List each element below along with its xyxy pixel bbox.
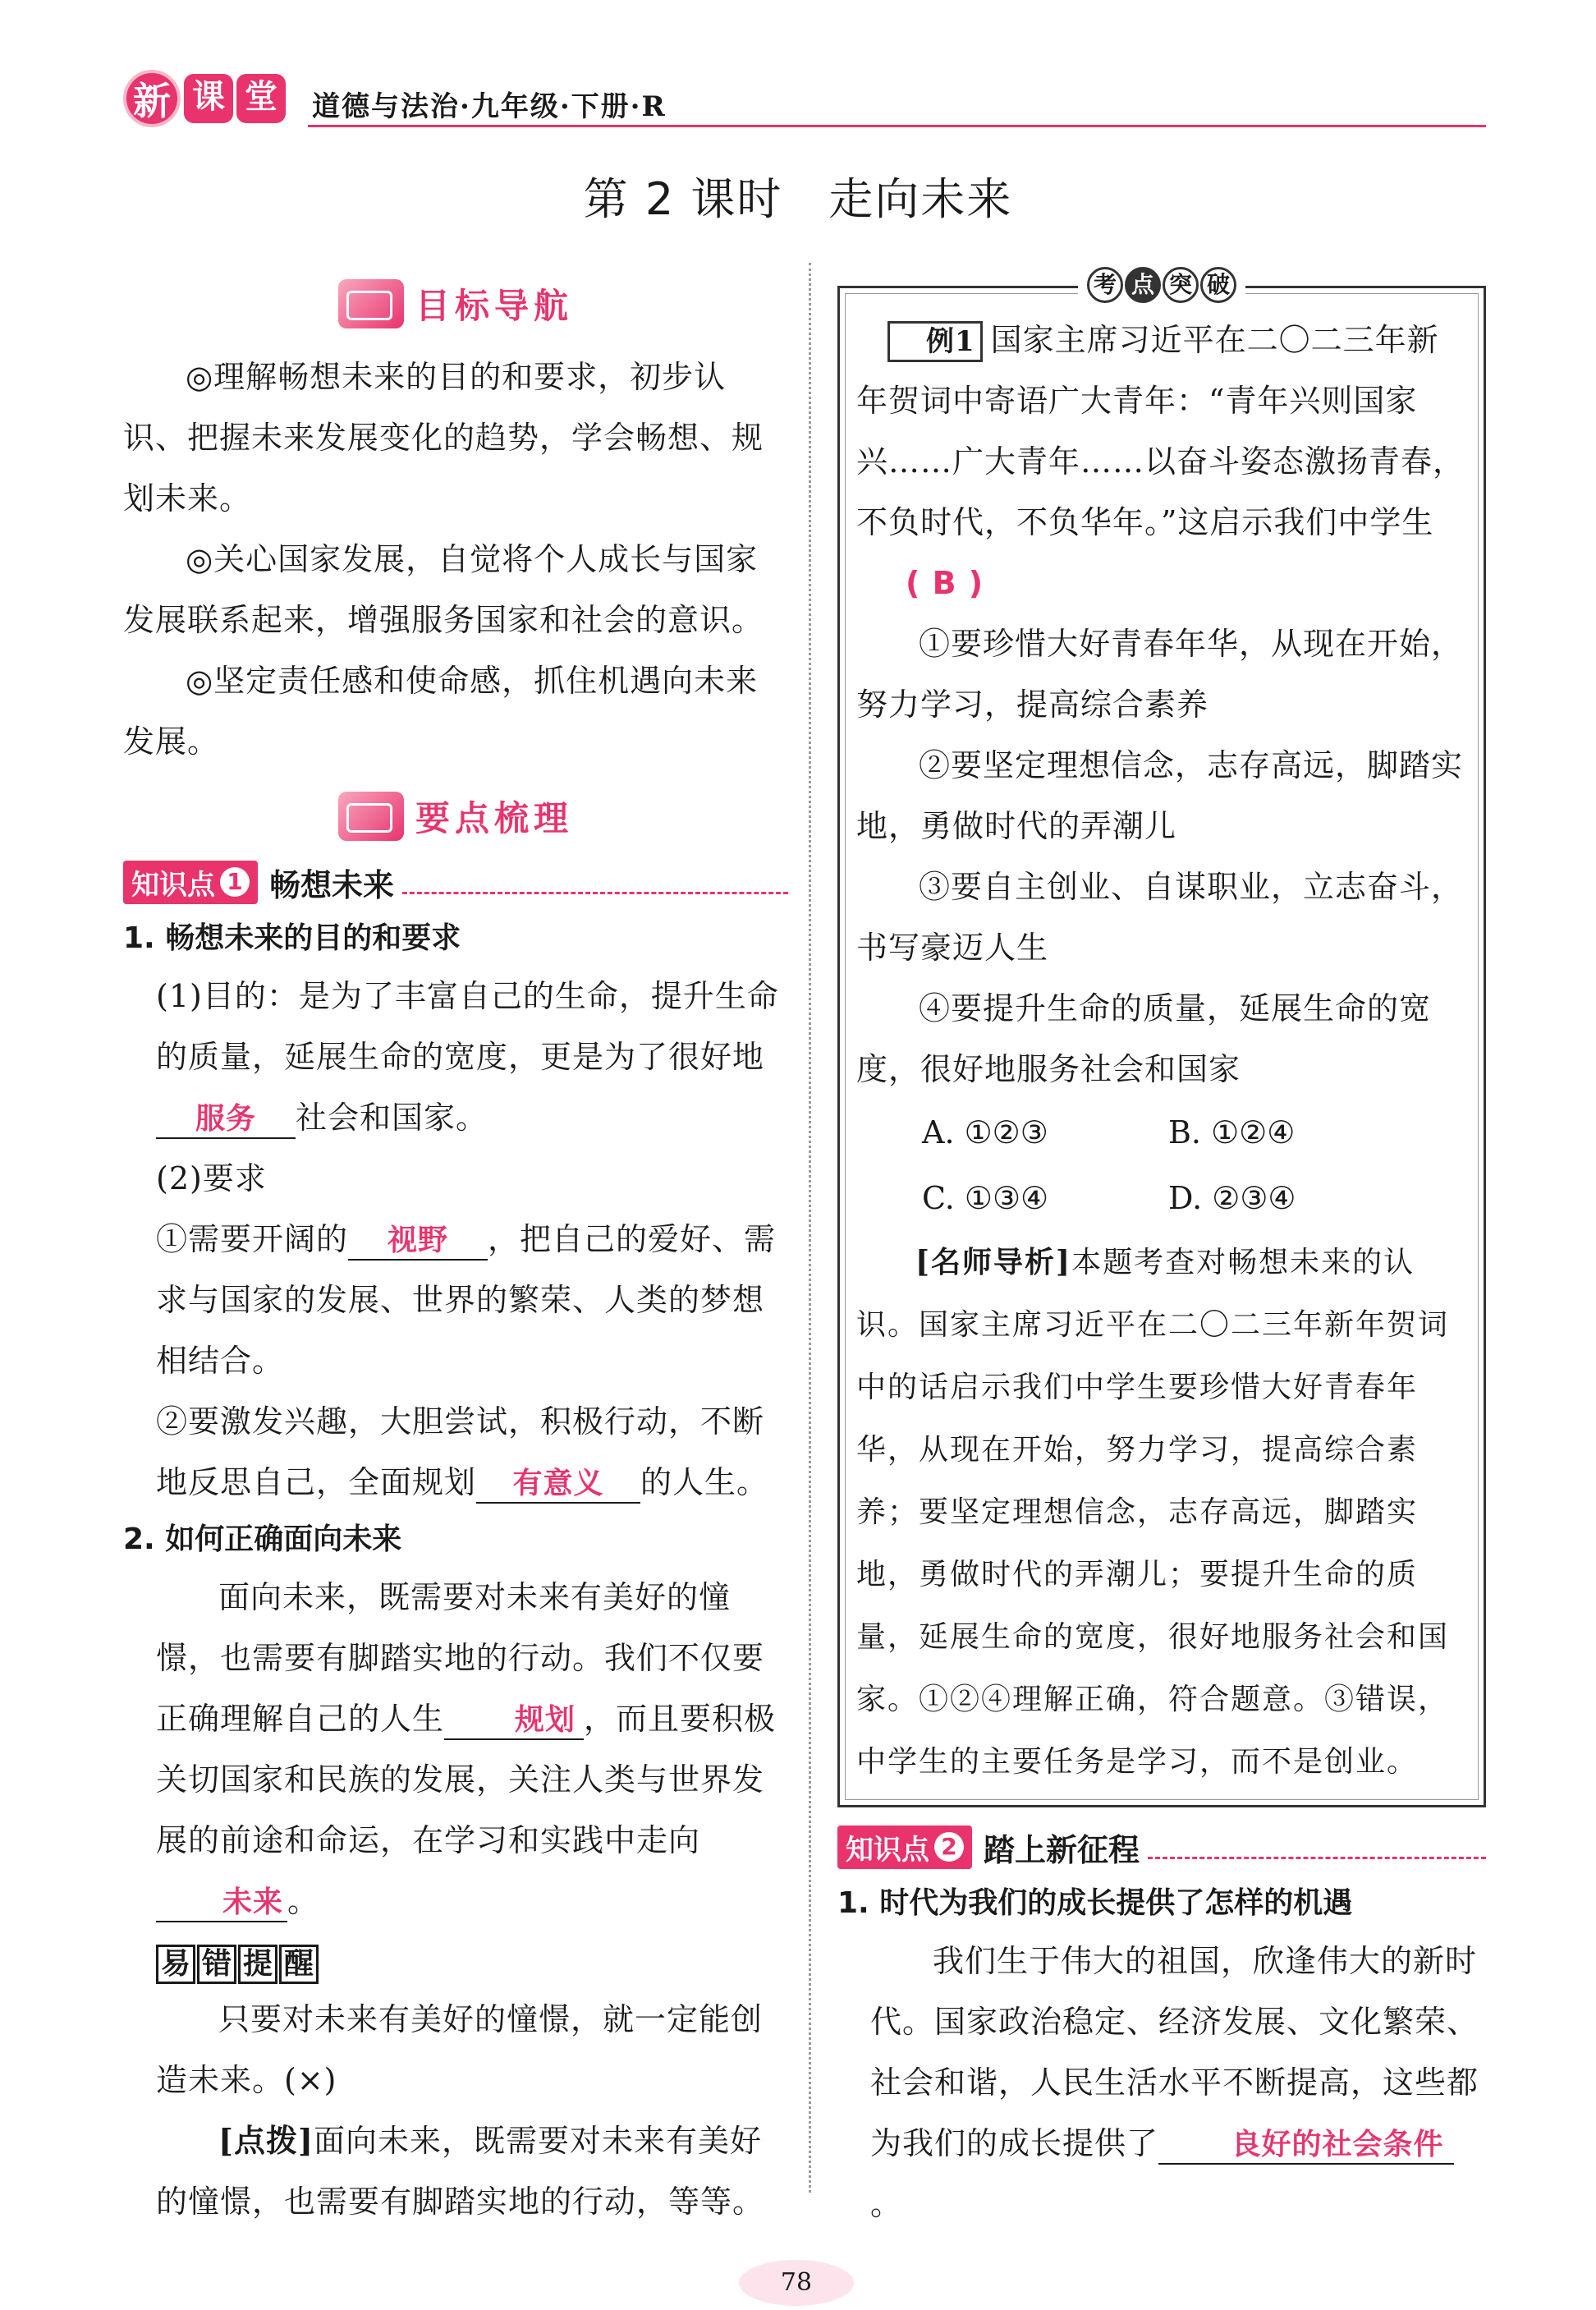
requirement-1 bbox=[123, 1209, 788, 1391]
kp-tag bbox=[123, 861, 258, 904]
tip-label: [点拨] bbox=[218, 2122, 314, 2159]
mistake-text: 只要对未来有美好的憧憬，就一定能创造未来。(×) bbox=[156, 2001, 764, 2098]
kp-title: 畅想未来 bbox=[269, 866, 395, 903]
text-span: ，而且要积极关切国家和民族的发展，关注人类与世界发展的前途和命运，在学习和实践中走向 bbox=[156, 1701, 777, 1858]
answer-blank: 规划 bbox=[444, 1702, 584, 1740]
goal-item: ◎关心国家发展，自觉将个人成长与国家发展联系起来，增强服务国家和社会的意识。 bbox=[123, 541, 764, 638]
logo-char: 堂 bbox=[236, 74, 286, 123]
kp-tag bbox=[837, 1825, 972, 1869]
knowledge-point-2 bbox=[837, 1824, 1486, 1870]
kp-number: 1 bbox=[220, 867, 250, 897]
text-span: ②要激发兴趣，大胆尝试，积极行动，不断地反思自己，全面规划 bbox=[156, 1403, 765, 1500]
page-title: 第 2 课时 走向未来 bbox=[583, 173, 1013, 225]
text-span: 面向未来，既需要对未来有美好的憧憬，也需要有脚踏实地的行动，等等。 bbox=[156, 2123, 765, 2220]
page-header bbox=[123, 66, 1486, 131]
mistake-reminder-label bbox=[156, 1945, 788, 1984]
page-number: 78 bbox=[739, 2260, 854, 2306]
kp-tag-label: 知识点 bbox=[131, 868, 215, 902]
text-span: 。 bbox=[870, 2186, 903, 2222]
mistake-char: 易 bbox=[156, 1945, 195, 1984]
books-icon bbox=[338, 792, 404, 841]
goal-heading: 目标导航 bbox=[415, 286, 573, 326]
logo-char: 新 bbox=[123, 70, 181, 127]
right-column bbox=[837, 271, 1486, 2234]
mistake-char: 提 bbox=[238, 1945, 277, 1984]
kp-tag-label: 知识点 bbox=[846, 1833, 929, 1867]
answer-blank: 良好的社会条件 bbox=[1158, 2127, 1454, 2165]
example-tag: 例1 bbox=[887, 321, 983, 362]
points-banner bbox=[123, 783, 788, 849]
text-span: 。 bbox=[287, 1883, 320, 1919]
column-divider bbox=[809, 263, 811, 2193]
text-span: 本题考查对畅想未来的认识。国家主席习近平在二〇二三年新年贺词中的话启示我们中学生要珍惜大好青春年华，从现在开始，努力学习，提高综合素养；要坚定理想信念，志存高远，脚踏实地，勇做时代的弄潮儿；要提升生命的质量，延展生命的宽度，很好地服务社会和国家。①②④理解正确，符合题意。③错误，中学生的主要任务是学习，而不是创业。 bbox=[856, 1246, 1450, 1779]
answer-blank: 服务 bbox=[156, 1101, 296, 1139]
statement: ④要提升生命的质量，延展生命的宽度，很好地服务社会和国家 bbox=[856, 990, 1432, 1087]
text-span: 社会和国家。 bbox=[296, 1100, 488, 1136]
opportunity-text bbox=[837, 1931, 1486, 2234]
header-rule bbox=[308, 125, 1486, 127]
subheading: 1. 畅想未来的目的和要求 bbox=[123, 921, 461, 955]
options-row bbox=[856, 1100, 1467, 1165]
tip-text bbox=[123, 2110, 788, 2232]
statement: ③要自主创业、自谋职业，立志奋斗，书写豪迈人生 bbox=[856, 869, 1464, 966]
exam-label bbox=[1078, 267, 1245, 303]
option-a: A. ①②③ bbox=[922, 1114, 1048, 1150]
exam-box bbox=[837, 271, 1486, 1807]
text-span: (1)目的：是为了丰富自己的生命，提升生命的质量，延展生命的宽度，更是为了很好地 bbox=[156, 978, 779, 1075]
answer-blank: 未来 bbox=[156, 1885, 287, 1922]
mistake-char: 醒 bbox=[279, 1945, 319, 1984]
logo bbox=[123, 66, 289, 131]
analysis-text bbox=[856, 1231, 1467, 1793]
answer-blank: 视野 bbox=[348, 1223, 488, 1261]
left-column bbox=[123, 271, 788, 2232]
subheading: 1. 时代为我们的成长提供了怎样的机遇 bbox=[837, 1886, 1353, 1920]
text-span: 的人生。 bbox=[640, 1464, 769, 1500]
exam-label-char: 考 bbox=[1087, 267, 1123, 303]
logo-char: 课 bbox=[184, 74, 233, 123]
statement: ①要珍惜大好青春年华，从现在开始，努力学习，提高综合素养 bbox=[856, 626, 1464, 723]
kp-number: 2 bbox=[934, 1832, 964, 1862]
exam-label-char: 点 bbox=[1125, 267, 1161, 303]
kp-title: 踏上新征程 bbox=[984, 1831, 1140, 1868]
options-row bbox=[856, 1165, 1467, 1231]
answer-blank: 有意义 bbox=[476, 1466, 640, 1504]
option-b: B. ①②④ bbox=[1168, 1114, 1296, 1150]
requirement-2 bbox=[123, 1391, 788, 1513]
points-heading: 要点梳理 bbox=[415, 798, 573, 838]
text-span: ①需要开阔的 bbox=[156, 1221, 349, 1257]
goal-item: ◎理解畅想未来的目的和要求，初步认识、把握未来发展变化的趋势，学会畅想、规划未来。 bbox=[123, 359, 764, 517]
goal-banner bbox=[123, 271, 788, 337]
analysis-label: [名师导析] bbox=[915, 1245, 1072, 1279]
requirement-label: (2)要求 bbox=[156, 1160, 267, 1196]
exam-label-char: 破 bbox=[1200, 267, 1236, 303]
target-icon bbox=[338, 279, 404, 328]
option-c: C. ①③④ bbox=[922, 1180, 1049, 1216]
kp-dashed-line bbox=[1148, 1835, 1486, 1859]
text-span: 国家主席习近平在二〇二三年新年贺词中寄语广大青年：“青年兴则国家兴……广大青年……以奋斗姿态激扬青春，不负时代，不负华年。”这启示我们中学生 bbox=[856, 322, 1465, 540]
option-d: D. ②③④ bbox=[1168, 1180, 1296, 1216]
kp-dashed-line bbox=[402, 870, 788, 894]
statement: ②要坚定理想信念，志存高远，脚踏实地，勇做时代的弄潮儿 bbox=[856, 747, 1464, 844]
question-text bbox=[856, 310, 1467, 613]
text-span: 我们生于伟大的祖国，欣逢伟大的新时代。国家政治稳定、经济发展、文化繁荣、社会和谐，人民生活水平不断提高，这些都为我们的成长提供了 bbox=[870, 1943, 1479, 2161]
answer-mark: ( B ) bbox=[906, 565, 984, 601]
purpose-text bbox=[123, 966, 788, 1148]
knowledge-point-1 bbox=[123, 859, 788, 905]
text-span: ，把自己的爱好、需求与国家的发展、世界的繁荣、人类的梦想相结合。 bbox=[156, 1221, 777, 1379]
exam-label-char: 突 bbox=[1163, 267, 1199, 303]
goal-item: ◎坚定责任感和使命感，抓住机遇向未来发展。 bbox=[123, 663, 759, 760]
subject-label: 道德与法治·九年级·下册·R bbox=[312, 90, 667, 123]
mistake-char: 错 bbox=[197, 1945, 236, 1984]
text-span: 面向未来，既需要对未来有美好的憧憬，也需要有脚踏实地的行动。我们不仅要正确理解自己的人生 bbox=[156, 1579, 765, 1737]
future-text bbox=[123, 1567, 788, 1931]
subheading: 2. 如何正确面向未来 bbox=[123, 1522, 402, 1556]
